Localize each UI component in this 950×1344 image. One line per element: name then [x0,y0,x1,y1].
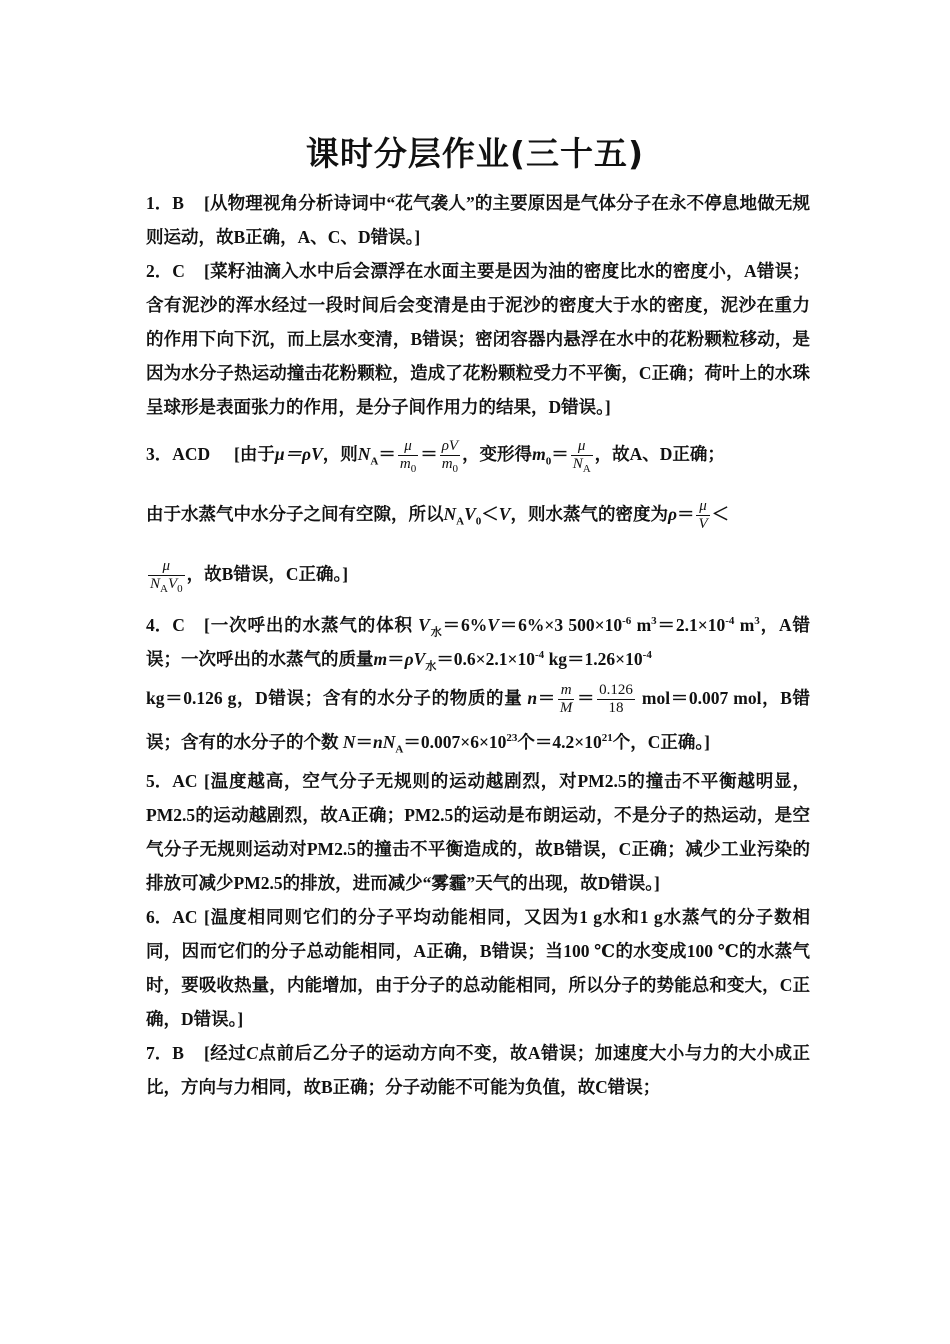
answer-text: ＝0.6×2.1×10 [436,649,536,669]
answer-text: 个，C正确。] [612,732,710,752]
answer-text: [经过 [204,1043,247,1063]
answer-number: 4．C [146,615,185,635]
answer-text: kg＝1.26×10 [544,649,643,669]
fraction-m-over-M: $\frac{m}{M}$ [559,682,573,717]
formula-mu-rhoV: μ＝ρV [274,444,323,464]
answer-item-3: 3．ACD [由于μ＝ρV，则$N_A=$ $\frac{\mu}{m_0}$ ＝ $\frac{\rho V}{m_0}$ ，变形得$m_0=$ $\frac{\mu}{N_A}$ ，故A、D正确； [146,424,810,484]
answer-list [146,186,810,1104]
fraction-mu-over-m0: $\frac{\mu}{m_0}$ [399,438,417,476]
answer-explanation: [菜籽油滴入水中后会漂浮在水面主要是因为油的密度比水的密度小，A错误；含有泥沙的浑水经过一段时间后会变清是由于泥沙的密度大于水的密度，泥沙在重力的作用下向下沉，而上层水变清，B错误；密闭容器内悬浮在水中的花粉颗粒移动，是因为水分子热运动撞击花粉颗粒，造成了花粉颗粒受力不平衡，C正确；荷叶上的水珠呈球形是表面张力的作用，是分子间作用力的结果，D错误。] [146,261,810,417]
fraction-mu-over-NA: $\frac{\mu}{N_A}$ [572,438,591,476]
fraction-rhoV-over-m0: $\frac{\rho V}{m_0}$ [441,438,459,476]
answer-item-4-cont: kg＝0.126 g，D错误；含有的水分子的物质的量 n＝ $\frac{m}{M}$ ＝ $\frac{0.126}{18}$ mol＝0.007 mol，B错误；含有的水分子的个数 $N=nN_A=0.007\times 6\times 10^{23}$个$=4.2\times 10^{21}$个，C正确。] [146,682,811,756]
answer-explanation: [温度越高，空气分子无规则的运动越剧烈，对PM2.5的撞击不平衡越明显，PM2.5的运动越剧烈，故A正确；PM2.5的运动是布朗运动，不是分子的热运动，是空气分子无规则运动对PM2.5的撞击不平衡造成的，故B错误，C正确；减少工业污染的排放可减少PM2.5的排放，进而减少“雾霾”天气的出现，故D错误。] [146,771,810,893]
answer-item-6 [146,900,810,1036]
answer-item-1 [146,186,810,254]
answer-explanation: [从物理视角分析诗词中“花气袭人”的主要原因是气体分子在永不停息地做无规则运动，故B正确，A、C、D错误。] [146,193,810,247]
answer-text: ＝6% [442,615,488,635]
answer-text: ，故B错误，C正确。] [186,564,349,584]
answer-item-5 [146,764,810,900]
answer-text: ＝0.007×6×10 [403,732,507,752]
answer-text: ＝6%×3 500×10 [498,615,623,635]
answer-item-4: 4．C [一次呼出的水蒸气的体积 $V_水=6\%V=6\%\times 3$ $500\times 10^{-6}$ $m^3=2.1\times 10^{-4}$ $m^3$，A错误；一次呼出的水蒸气的质量$m=\rho V_水=0.6\times 2.1\times 10^{-4}$ $kg=1.26\times 10^{-4}$ [146,608,810,676]
answer-text: [一次呼出的水蒸气的体积 [204,615,413,635]
answer-text: ，A错误；一次呼出的水蒸气的质量 [146,615,811,669]
answer-item-3-cont: 由于水蒸气中水分子之间有空隙，所以$N_AV_0<V$，则水蒸气的密度为ρ＝ $\frac{\mu}{V}$ ＜ [146,498,730,533]
fraction-0126-over-18: $\frac{0.126}{18}$ [599,682,633,717]
answer-text: ，故A、D正确； [594,444,725,464]
answer-number: 1．B [146,193,184,213]
answer-number: 7．B [146,1043,184,1063]
answer-text: [由于 [234,444,275,464]
answer-item-3-cont2 [146,544,810,604]
answer-text: 点前后乙分子的运动方向不变，故A错误；加速度大小与力的大小成正比，方向与力相同，故B正确；分子动能不可能为负值，故C错误； [146,1043,811,1097]
answer-text: m [734,615,755,635]
answer-text: kg＝0.126 g，D错误；含有的水分子的物质的量 [146,688,523,708]
answer-text: ，变形得 [462,444,533,464]
answer-number: 3．ACD [146,444,211,464]
fraction-mu-over-V: $\frac{\mu}{V}$ [698,498,708,533]
answer-item-7: 7．B [经过C点前后乙分子的运动方向不变，故A错误；加速度大小与力的大小成正比，方向与力相同，故B正确；分子动能不可能为负值，故C错误； [146,1036,810,1104]
answer-text: ，则水蒸气的密度为 [510,504,668,524]
answer-item-2 [146,254,810,424]
page-title: 课时分层作业(三十五) [305,134,645,173]
answer-number: 2．C [146,261,185,281]
answer-text: ，则 [322,444,358,464]
answer-text: ＝2.1×10 [656,615,726,635]
fraction-mu-over-NAV0: $\frac{\mu}{N_AV_0}$ [150,558,183,596]
answer-text: mol＝0.007 mol，B错误；含有的水分子的个数 [146,688,811,752]
answer-text: m [631,615,652,635]
answer-explanation: [温度相同则它们的分子平均动能相同，又因为1 g水和1 g水蒸气的分子数相同，因而它们的分子总动能相同，A正确，B错误；当100 ℃的水变成100 ℃的水蒸气时，要吸收热量，内能增加，由于分子的总动能相同，所以分子的势能总和变大，C正确，D错误。] [146,907,810,1029]
formula-NA: N [357,444,371,464]
answer-number: 5．AC [146,771,198,791]
answer-number: 6．AC [146,907,198,927]
answer-text: 个＝4.2×10 [517,732,602,752]
answer-text: 由于水蒸气中水分子之间有空隙，所以 [146,504,444,524]
